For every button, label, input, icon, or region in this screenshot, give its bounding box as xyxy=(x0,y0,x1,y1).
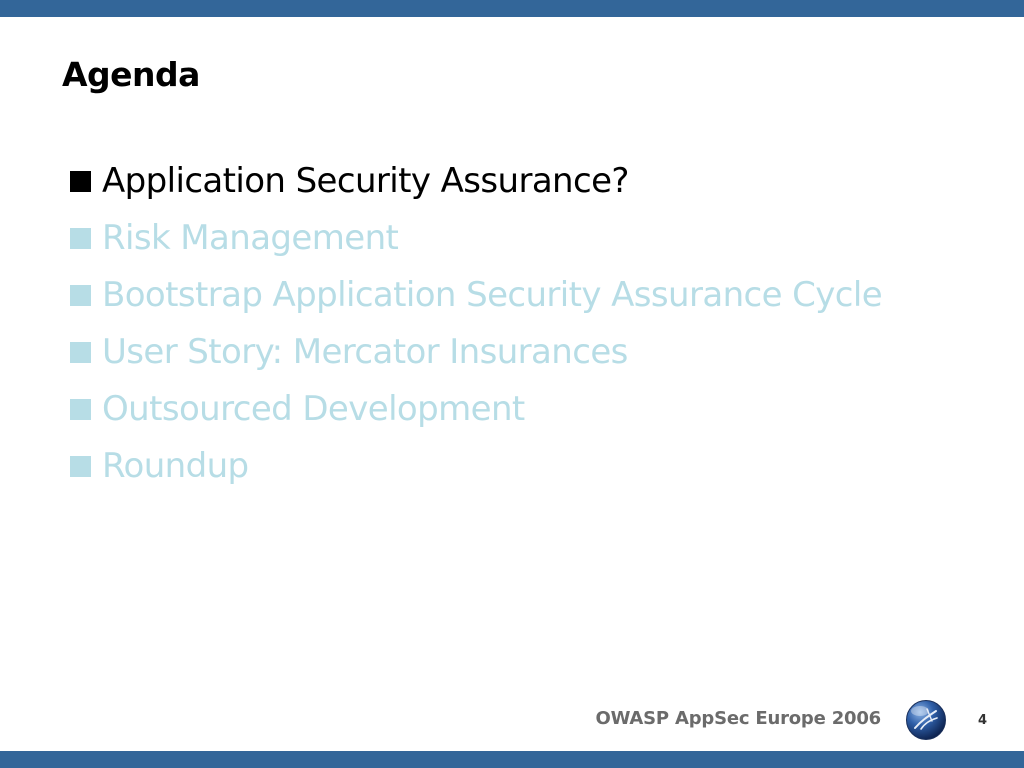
square-bullet-icon xyxy=(70,456,91,477)
square-bullet-icon xyxy=(70,399,91,420)
agenda-item-bootstrap-cycle xyxy=(70,266,882,323)
footer-event-name: OWASP AppSec Europe 2006 xyxy=(595,708,881,729)
top-bar xyxy=(0,0,1024,17)
agenda-item-roundup xyxy=(70,437,882,494)
agenda-item-user-story xyxy=(70,323,882,380)
agenda-item-outsourced-development xyxy=(70,380,882,437)
agenda-list xyxy=(70,152,882,494)
agenda-item-label: Roundup xyxy=(102,445,249,486)
owasp-wasp-globe-icon xyxy=(905,699,947,741)
square-bullet-icon xyxy=(70,342,91,363)
square-bullet-icon xyxy=(70,171,91,192)
bottom-bar xyxy=(0,751,1024,768)
slide-title: Agenda xyxy=(62,55,200,94)
agenda-item-label: Outsourced Development xyxy=(102,388,525,429)
agenda-item-application-security-assurance xyxy=(70,152,882,209)
agenda-item-label: Application Security Assurance? xyxy=(102,160,629,201)
agenda-item-risk-management xyxy=(70,209,882,266)
square-bullet-icon xyxy=(70,285,91,306)
agenda-item-label: User Story: Mercator Insurances xyxy=(102,331,628,372)
agenda-item-label: Risk Management xyxy=(102,217,399,258)
square-bullet-icon xyxy=(70,228,91,249)
page-number: 4 xyxy=(978,713,988,728)
agenda-item-label: Bootstrap Application Security Assurance Cycle xyxy=(102,274,883,315)
